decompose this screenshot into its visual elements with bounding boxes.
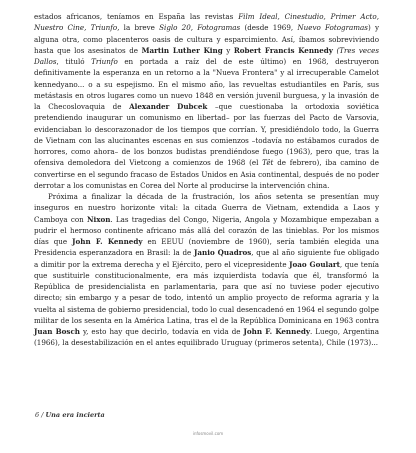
name-juan-bosch: Juan Bosch — [34, 327, 80, 336]
paragraph-1: estados africanos, teníamos en España las revistas Film Ideal, Cinestudio, Primer Acto, Nuestro Cine, Triunfo, la breve Siglo 20, Fotogramas (desde 1969, Nuevo Fotogramas) y alguna otra, como placenteros oasis de cultura y esparcimiento. Así, íbamos sobreviviendo hasta que los asesinatos de Martin Luther King y Robert Francis Kennedy (Tres veces Dallos, tituló Triunfo en portada a raíz del de este último) en 1968, destruyeron definitivamente la esperanza en un retorno a la "Nueva Frontera" y al irrecuperable Camelot kennedyano... o a su espejismo. En el mismo año, las revueltas estudiantiles en París, sus metástasis en otros lugares como un nuevo 1848 en versión juvenil burguesa, y la invasión de la Checoslovaquia de Alexander Dubcek –que cuestionaba la ortodoxia soviética pretendiendo inaugurar un comunismo en libertad– por las fuerzas del Pacto de Varsovia, evidenciaban lo descorazonador de los tiempos que corrían. Y, presidiéndolo todo, la Guerra de Vietnam con las alucinantes escenas en sus comienzos –todavía no estábamos curados de horrores, como ahora– de los bonzos budistas prendiéndose fuego (1963), pero que, tras la ofensiva demoledora del Vietcong a comienzos de 1968 (el Têt de febrero), iba camino de convertirse en el segundo fracaso de Estados Unidos en Asia continental, después de no poder derrotar a los comunistas en Corea del Norte al producirse la intervención china. — [34, 12, 380, 190]
name-nixon: Nixon — [86, 214, 111, 224]
name-alexander-dubcek: Alexander Dubcek — [129, 102, 208, 111]
name-john-f-kennedy: John F. Kennedy — [72, 237, 143, 246]
paragraph-2: Próxima a finalizar la década de la frustración, los años setenta se presentían muy inseguros en nuestro horizonte vital: la citada Guerra de Vietnam, extendida a Laos y Camboya con Nixon. Las tragedias del Congo, Nigeria, Angola y Mozambique empezaban a pudrir el hermoso continente africano más allá del corazón de las tinieblas. Por los mismos días que John F. Kennedy en EEUU (noviembre de 1960), sería también elegida una Presidencia esperanzadora en Brasil: la de Janio Quadros, que al año siguiente fue obligado a dimitir por la extrema derecha y el Ejército, pero el vicepresidente Joao Goulart, que tenía que sustituirle constitucionalmente, era más izquierdista todavía que él, transformó la República de presidencialista en parlamentaria, para que así no tuviese poder ejecutivo directo; sin embargo y a pesar de todo, intentó un amplio proyecto de reforma agraria y la vuelta al sistema de gobierno presidencial, todo lo cual desencadenó en 1964 el segundo golpe militar de los sesenta en la América Latina, tras el de la República Dominicana en 1963 contra Juan Bosch y, esto hay que decirlo, todavía en vida de John F. Kennedy. Luego, Argentina (1966), la desestabilización en el antes equilibrado Uruguay (primeros setenta), Chile (1973)... — [34, 192, 380, 348]
name-janio-quadros: Janio Quadros — [194, 248, 252, 258]
footer-separator: / — [39, 411, 46, 419]
name-martin-luther-king: Martin Luther King — [141, 45, 223, 55]
name-john-f-kennedy-2: John F. Kennedy — [243, 327, 310, 336]
page-footer — [35, 411, 105, 419]
name-robert-francis-kennedy: Robert Francis Kennedy — [233, 45, 333, 55]
page-number: 6 — [35, 411, 40, 419]
magazine-titles: Film Ideal, Cinestudio, Primer Acto, Nuestro Cine, Triunfo, — [34, 12, 380, 33]
body-text — [34, 11, 379, 349]
site-watermark: infosmovil.com — [192, 431, 224, 436]
chapter-title: Una era incierta — [45, 411, 105, 419]
name-joao-goulart: Joao Goulart — [289, 259, 340, 269]
